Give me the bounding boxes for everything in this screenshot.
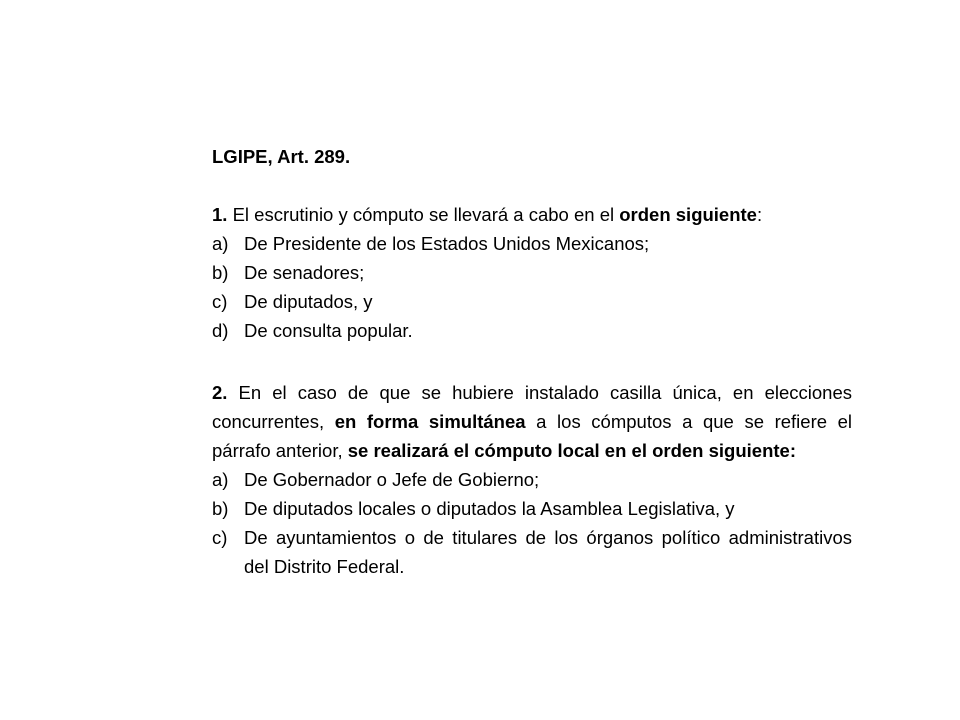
list-item-text: De Presidente de los Estados Unidos Mexicanos; xyxy=(244,233,650,254)
section-1-colon: : xyxy=(756,204,763,225)
section-1-emphasis: orden siguiente xyxy=(619,204,757,225)
list-marker: a) xyxy=(212,233,229,254)
spacer xyxy=(212,171,852,200)
section-2-number: 2. xyxy=(212,382,228,403)
section-2-intro xyxy=(212,378,852,465)
list-marker: b) xyxy=(212,498,229,519)
list-marker: b) xyxy=(212,262,229,283)
spacer xyxy=(212,345,852,378)
section-2-text: En el caso de que se hubiere instalado casilla única, en elecciones concurrentes, xyxy=(212,382,852,432)
list-item-text: De senadores; xyxy=(244,262,365,283)
list-marker: d) xyxy=(212,320,229,341)
section-1-intro xyxy=(212,200,852,229)
list-item xyxy=(212,287,852,316)
list-item xyxy=(212,229,852,258)
section-1-number: 1. xyxy=(212,204,228,225)
list-item-text: De ayuntamientos o de titulares de los órganos político administrativos del Distrito Federal. xyxy=(244,527,852,577)
section-1-text: El escrutinio y cómputo se llevará a cabo en el xyxy=(232,204,615,225)
section-2-text-continued: a los cómputos a que se refiere el párrafo anterior, xyxy=(212,411,853,461)
section-1-list xyxy=(212,229,852,345)
list-item xyxy=(212,316,852,345)
slide-content xyxy=(212,142,852,581)
article-title: LGIPE, Art. 289. xyxy=(212,146,351,167)
section-2-emphasis-computo-local: se realizará el cómputo local en el orden siguiente: xyxy=(347,440,796,461)
list-item-text: De Gobernador o Jefe de Gobierno; xyxy=(244,469,540,490)
list-item-text: De consulta popular. xyxy=(244,320,413,341)
list-item-text: De diputados locales o diputados la Asamblea Legislativa, y xyxy=(244,498,735,519)
list-marker: c) xyxy=(212,527,228,548)
list-marker: a) xyxy=(212,469,229,490)
list-item xyxy=(212,523,852,581)
list-item xyxy=(212,258,852,287)
section-2-list xyxy=(212,465,852,581)
section-2-emphasis-simultanea: en forma simultánea xyxy=(334,411,526,432)
list-item-text: De diputados, y xyxy=(244,291,373,312)
list-item xyxy=(212,494,852,523)
list-marker: c) xyxy=(212,291,228,312)
list-item xyxy=(212,465,852,494)
